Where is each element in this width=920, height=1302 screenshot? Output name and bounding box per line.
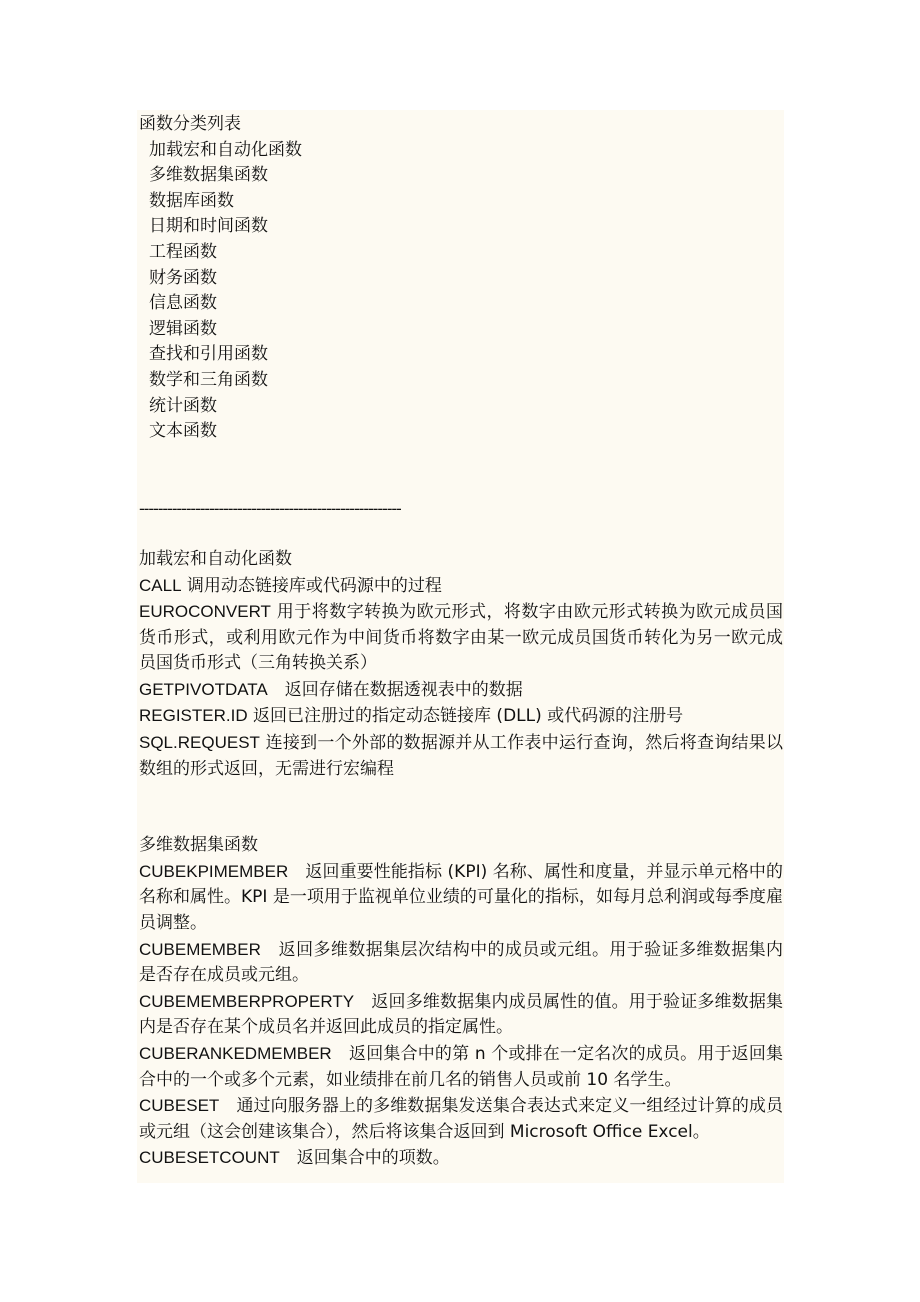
toc-item[interactable]: 多维数据集函数 xyxy=(149,165,268,186)
function-entry xyxy=(139,1145,783,1172)
spacer xyxy=(139,521,783,547)
function-name: CUBEMEMBERPROPERTY xyxy=(139,991,355,1011)
function-description: 返回多维数据集内成员属性的值。用于验证多维数据集内是否存在某个成员名并返回此成员的指定属性。 xyxy=(139,991,783,1038)
function-entry xyxy=(139,730,783,782)
function-description: 返回集合中的项数。 xyxy=(279,1148,450,1169)
function-entry xyxy=(139,599,783,677)
function-name: GETPIVOTDATA xyxy=(139,679,268,699)
function-entry xyxy=(139,1093,783,1145)
function-name: CUBESET xyxy=(139,1096,220,1116)
function-entry xyxy=(139,1041,783,1093)
toc-item[interactable]: 信息函数 xyxy=(149,293,217,314)
function-description: 返回重要性能指标 (KPI) 名称、属性和度量，并显示单元格中的名称和属性。KPI 是一项用于监视单位业绩的可量化的指标，如每月总利润或每季度雇员调整。 xyxy=(139,861,783,934)
section-heading: 加载宏和自动化函数 xyxy=(139,548,292,569)
function-description: 返回已注册过的指定动态链接库 (DLL) 或代码源的注册号 xyxy=(247,706,684,727)
function-entry xyxy=(139,859,783,937)
function-name: EUROCONVERT xyxy=(139,602,271,622)
function-entry xyxy=(139,573,783,600)
toc-item[interactable]: 财务函数 xyxy=(149,267,217,288)
toc-item[interactable]: 逻辑函数 xyxy=(149,318,217,339)
function-name: REGISTER.ID xyxy=(139,706,248,726)
function-description: 用于将数字转换为欧元形式，将数字由欧元形式转换为欧元成员国货币形式，或利用欧元作为中间货币将数字由某一欧元成员国货币转化为另一欧元成员国货币形式（三角转换关系） xyxy=(139,602,783,674)
function-name: CUBERANKEDMEMBER xyxy=(139,1044,332,1063)
toc-item[interactable]: 数据库函数 xyxy=(149,190,234,211)
function-name: CUBESETCOUNT xyxy=(139,1148,280,1168)
toc-item[interactable]: 工程函数 xyxy=(149,241,217,262)
function-description: 返回集合中的第 n 个或排在一定名次的成员。用于返回集合中的一个或多个元素，如业绩排在前几名的销售人员或前 10 名学生。 xyxy=(139,1044,783,1090)
function-entry xyxy=(139,677,783,704)
toc-item[interactable]: 数学和三角函数 xyxy=(149,369,268,390)
document-body xyxy=(139,112,783,1172)
toc-item[interactable]: 统计函数 xyxy=(149,395,217,416)
function-description: 返回多维数据集层次结构中的成员或元组。用于验证多维数据集内是否存在成员或元组。 xyxy=(139,939,783,986)
function-entry xyxy=(139,989,783,1041)
function-name: CUBEMEMBER xyxy=(139,939,261,959)
function-name: CALL xyxy=(139,575,182,595)
function-description: 返回存储在数据透视表中的数据 xyxy=(267,679,523,700)
function-name: CUBEKPIMEMBER xyxy=(139,861,289,881)
toc-item[interactable]: 加载宏和自动化函数 xyxy=(149,139,302,160)
toc-item[interactable]: 日期和时间函数 xyxy=(149,216,268,237)
toc-item[interactable]: 文本函数 xyxy=(149,421,217,442)
function-description: 连接到一个外部的数据源并从工作表中运行查询，然后将查询结果以数组的形式返回，无需进行宏编程 xyxy=(139,733,783,779)
toc-item[interactable]: 查找和引用函数 xyxy=(149,344,268,365)
separator-line: -------------------------------------------------------- xyxy=(139,498,401,518)
function-description: 通过向服务器上的多维数据集发送集合表达式来定义一组经过计算的成员或元组（这会创建该集合），然后将该集合返回到 Microsoft Office Excel。 xyxy=(139,1096,783,1142)
section-heading: 多维数据集函数 xyxy=(139,835,258,856)
spacer xyxy=(139,445,783,496)
function-name: SQL.REQUEST xyxy=(139,733,260,753)
function-entry xyxy=(139,703,783,730)
function-description: 调用动态链接库或代码源中的过程 xyxy=(181,575,442,596)
toc-title: 函数分类列表 xyxy=(139,114,241,134)
function-entry xyxy=(139,937,783,989)
spacer xyxy=(139,782,783,833)
